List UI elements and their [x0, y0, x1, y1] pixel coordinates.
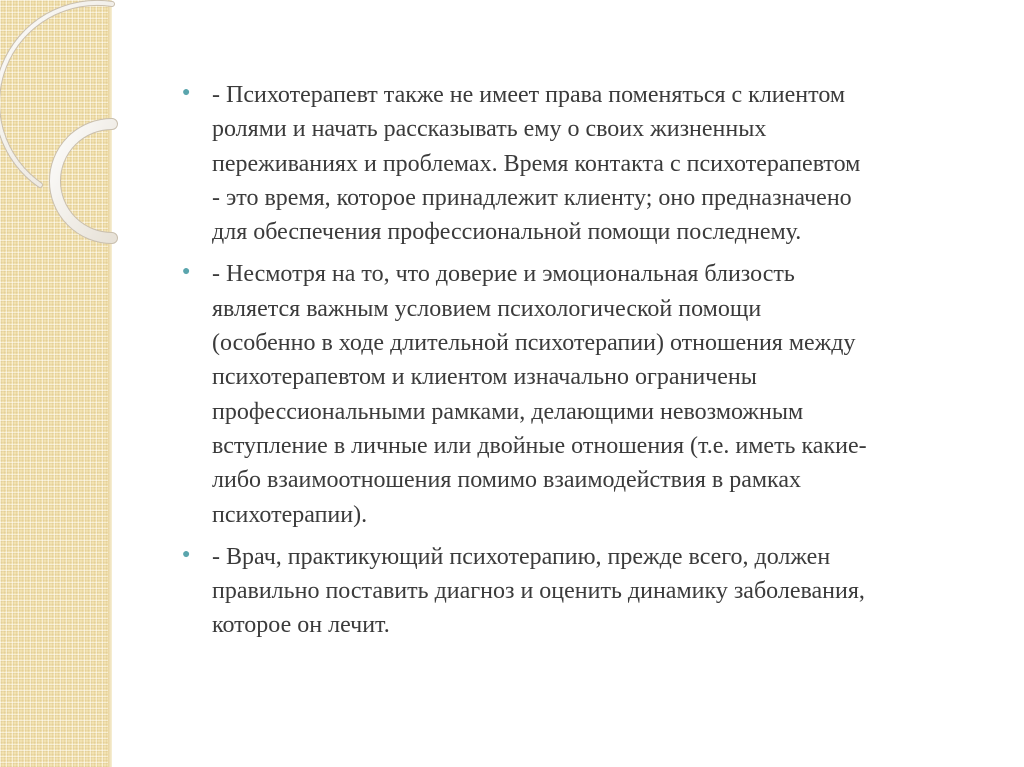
bullet-item: ● - Психотерапевт также не имеет права поменяться с клиентом ролями и начать рассказывать ему о своих жизненных переживаниях и проблемах. Время контакта с психотерапевтом - это время, которое принадлежит клиенту; оно предназначено для обеспечения профессиональной помощи последнему. [180, 78, 995, 249]
bullet-list [180, 78, 995, 651]
bullet-item: ● - Врач, практикующий психотерапию, прежде всего, должен правильно поставить диагноз и оценить динамику заболевания, которое он лечит. [180, 540, 995, 643]
bullet-text: - Психотерапевт также не имеет права поменяться с клиентом ролями и начать рассказывать ему о своих жизненных переживаниях и проблемах. Время контакта с психотерапевтом - это время, которое принадлежит клиенту; оно предназначено для обеспечения профессиональной помощи последнему. [212, 82, 861, 246]
decorative-rings [0, 0, 180, 260]
bullet-item: ● - Несмотря на то, что доверие и эмоциональная близость является важным условием психологической помощи (особенно в ходе длительной психотерапии) отношения между психотерапевтом и клиентом изначально ограничены профессиональными рамками, делающими невозможным вступление в личные или двойные отношения (т.е. иметь какие- либо взаимоотношения помимо взаимодействия в рамках психотерапии). [180, 257, 995, 531]
bullet-text: - Несмотря на то, что доверие и эмоциональная близость является важным условием психологической помощи (особенно в ходе длительной психотерапии) отношения между психотерапевтом и клиентом изначально ограничены профессиональными рамками, делающими невозможным вступление в личные или двойные отношения (т.е. иметь какие- либо взаимоотношения помимо взаимодействия в рамках психотерапии). [212, 261, 867, 528]
small-ring-shadow [55, 124, 112, 238]
bullet-text: - Врач, практикующий психотерапию, прежде всего, должен правильно поставить диагноз и оценить динамику заболевания, которое он лечит. [212, 543, 865, 639]
